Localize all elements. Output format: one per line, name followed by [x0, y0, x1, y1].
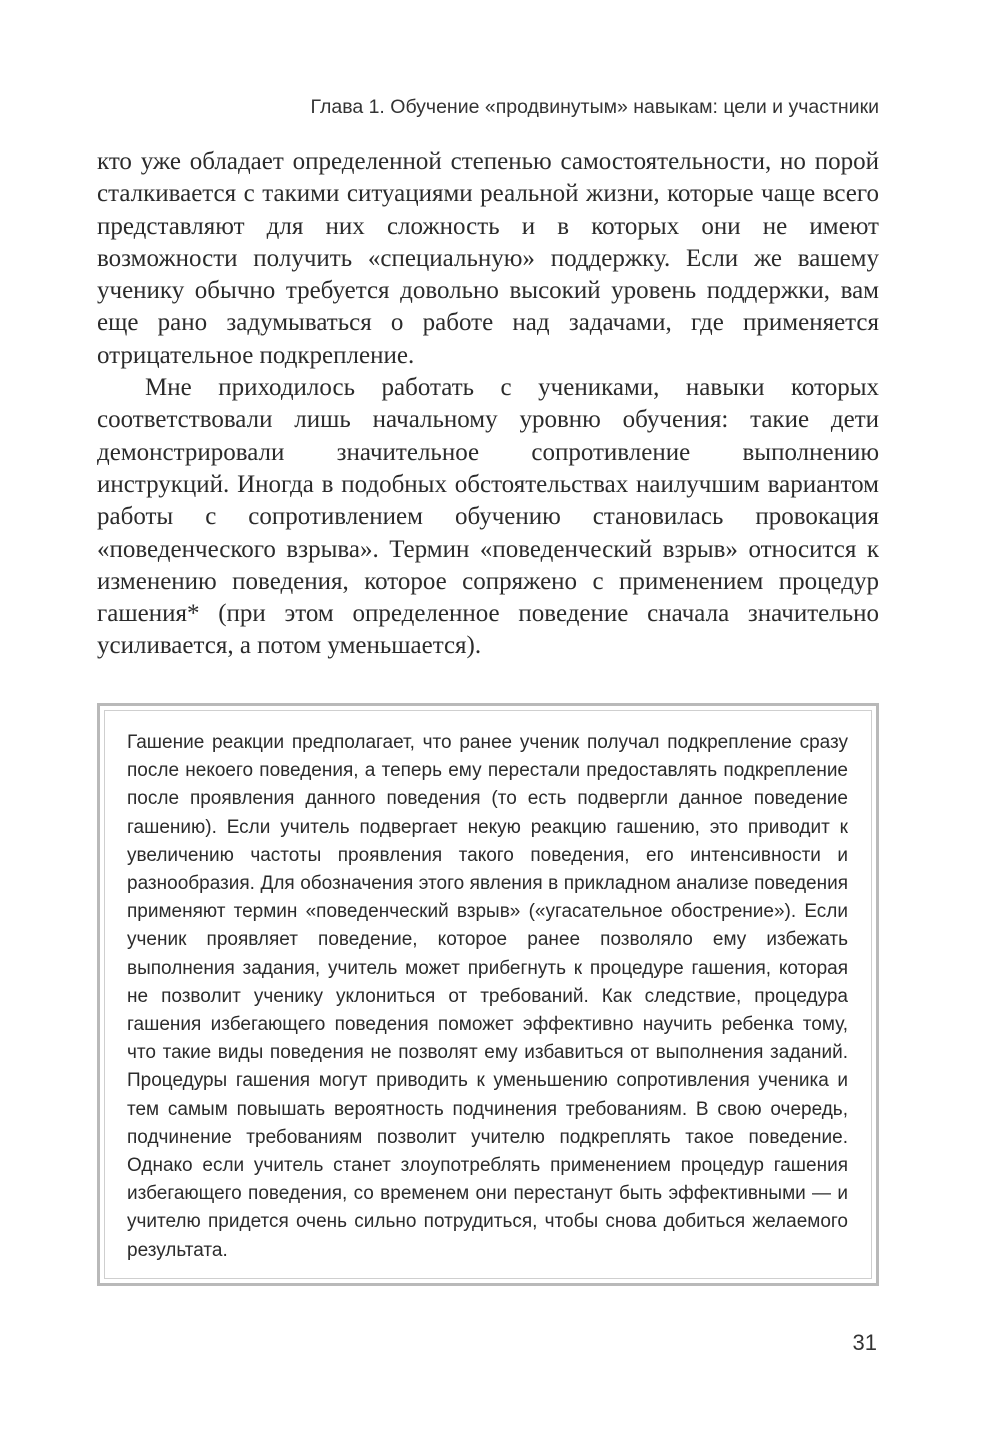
- footnote-inner-frame: [104, 710, 872, 1279]
- running-head: Глава 1. Обучение «продвинутым» навыкам: цели и участники: [310, 96, 879, 118]
- paragraph-2: Мне приходилось работать с учениками, навыки которых соответствовали лишь начальному уровню обучения: такие дети демонстрировали значительное сопротивление выполнению инструкций. Иногда в подобных обстоятельствах наилучшим вариантом работы с сопротивлением обучению становилась провокация «поведенческого взрыва». Термин «поведенческий взрыв» относится к изменению поведения, которое сопряжено с применением процедур гашения* (при этом определенное поведение сначала значительно усиливается, а потом уменьшается).: [97, 374, 879, 660]
- footnote-box: [97, 703, 879, 1286]
- paragraph-1: кто уже обладает определенной степенью самостоятельности, но порой сталкивается с такими ситуациями реальной жизни, которые чаще всего представляют для них сложность и в которых они не имеют возможности получить «специальную» поддержку. Если же вашему ученику обычно требуется довольно высокий уровень поддержки, вам еще рано задумываться о работе над задачами, где применяется отрицательное подкрепление.: [97, 148, 879, 369]
- page-number: 31: [852, 1330, 877, 1355]
- footnote-text: Гашение реакции предполагает, что ранее ученик получал подкрепление сразу после некоего поведения, а теперь ему перестали предоставлять подкрепление после проявления данного поведения (то есть подвергли данное поведение гашению). Если учитель подвергает некую реакцию гашению, это приводит к увеличению частоты проявления такого поведения, его интенсивности и разнообразия. Для обозначения этого явления в прикладном анализе поведения применяют термин «поведенческий взрыв» («угасательное обострение»). Если ученик проявляет поведение, которое ранее позволяло ему избежать выполнения задания, учитель может прибегнуть к процедуре гашения, которая не позволит ученику уклониться от требований. Как следствие, процедура гашения избегающего поведения поможет эффективно научить ребенка тому, что такие виды поведения не позволят ему избавиться от выполнения заданий. Процедуры гашения могут приводить к уменьшению сопротивления ученика и тем самым повышать вероятность подчинения требованиям. В свою очередь, подчинение требованиям позволит учителю подкреплять такое поведение. Однако если учитель станет злоупотреблять применением процедур гашения избегающего поведения, со временем они перестанут быть эффективными — и учителю придется очень сильно потрудиться, чтобы снова добиться желаемого результата.: [127, 732, 848, 1261]
- main-text: [97, 146, 879, 663]
